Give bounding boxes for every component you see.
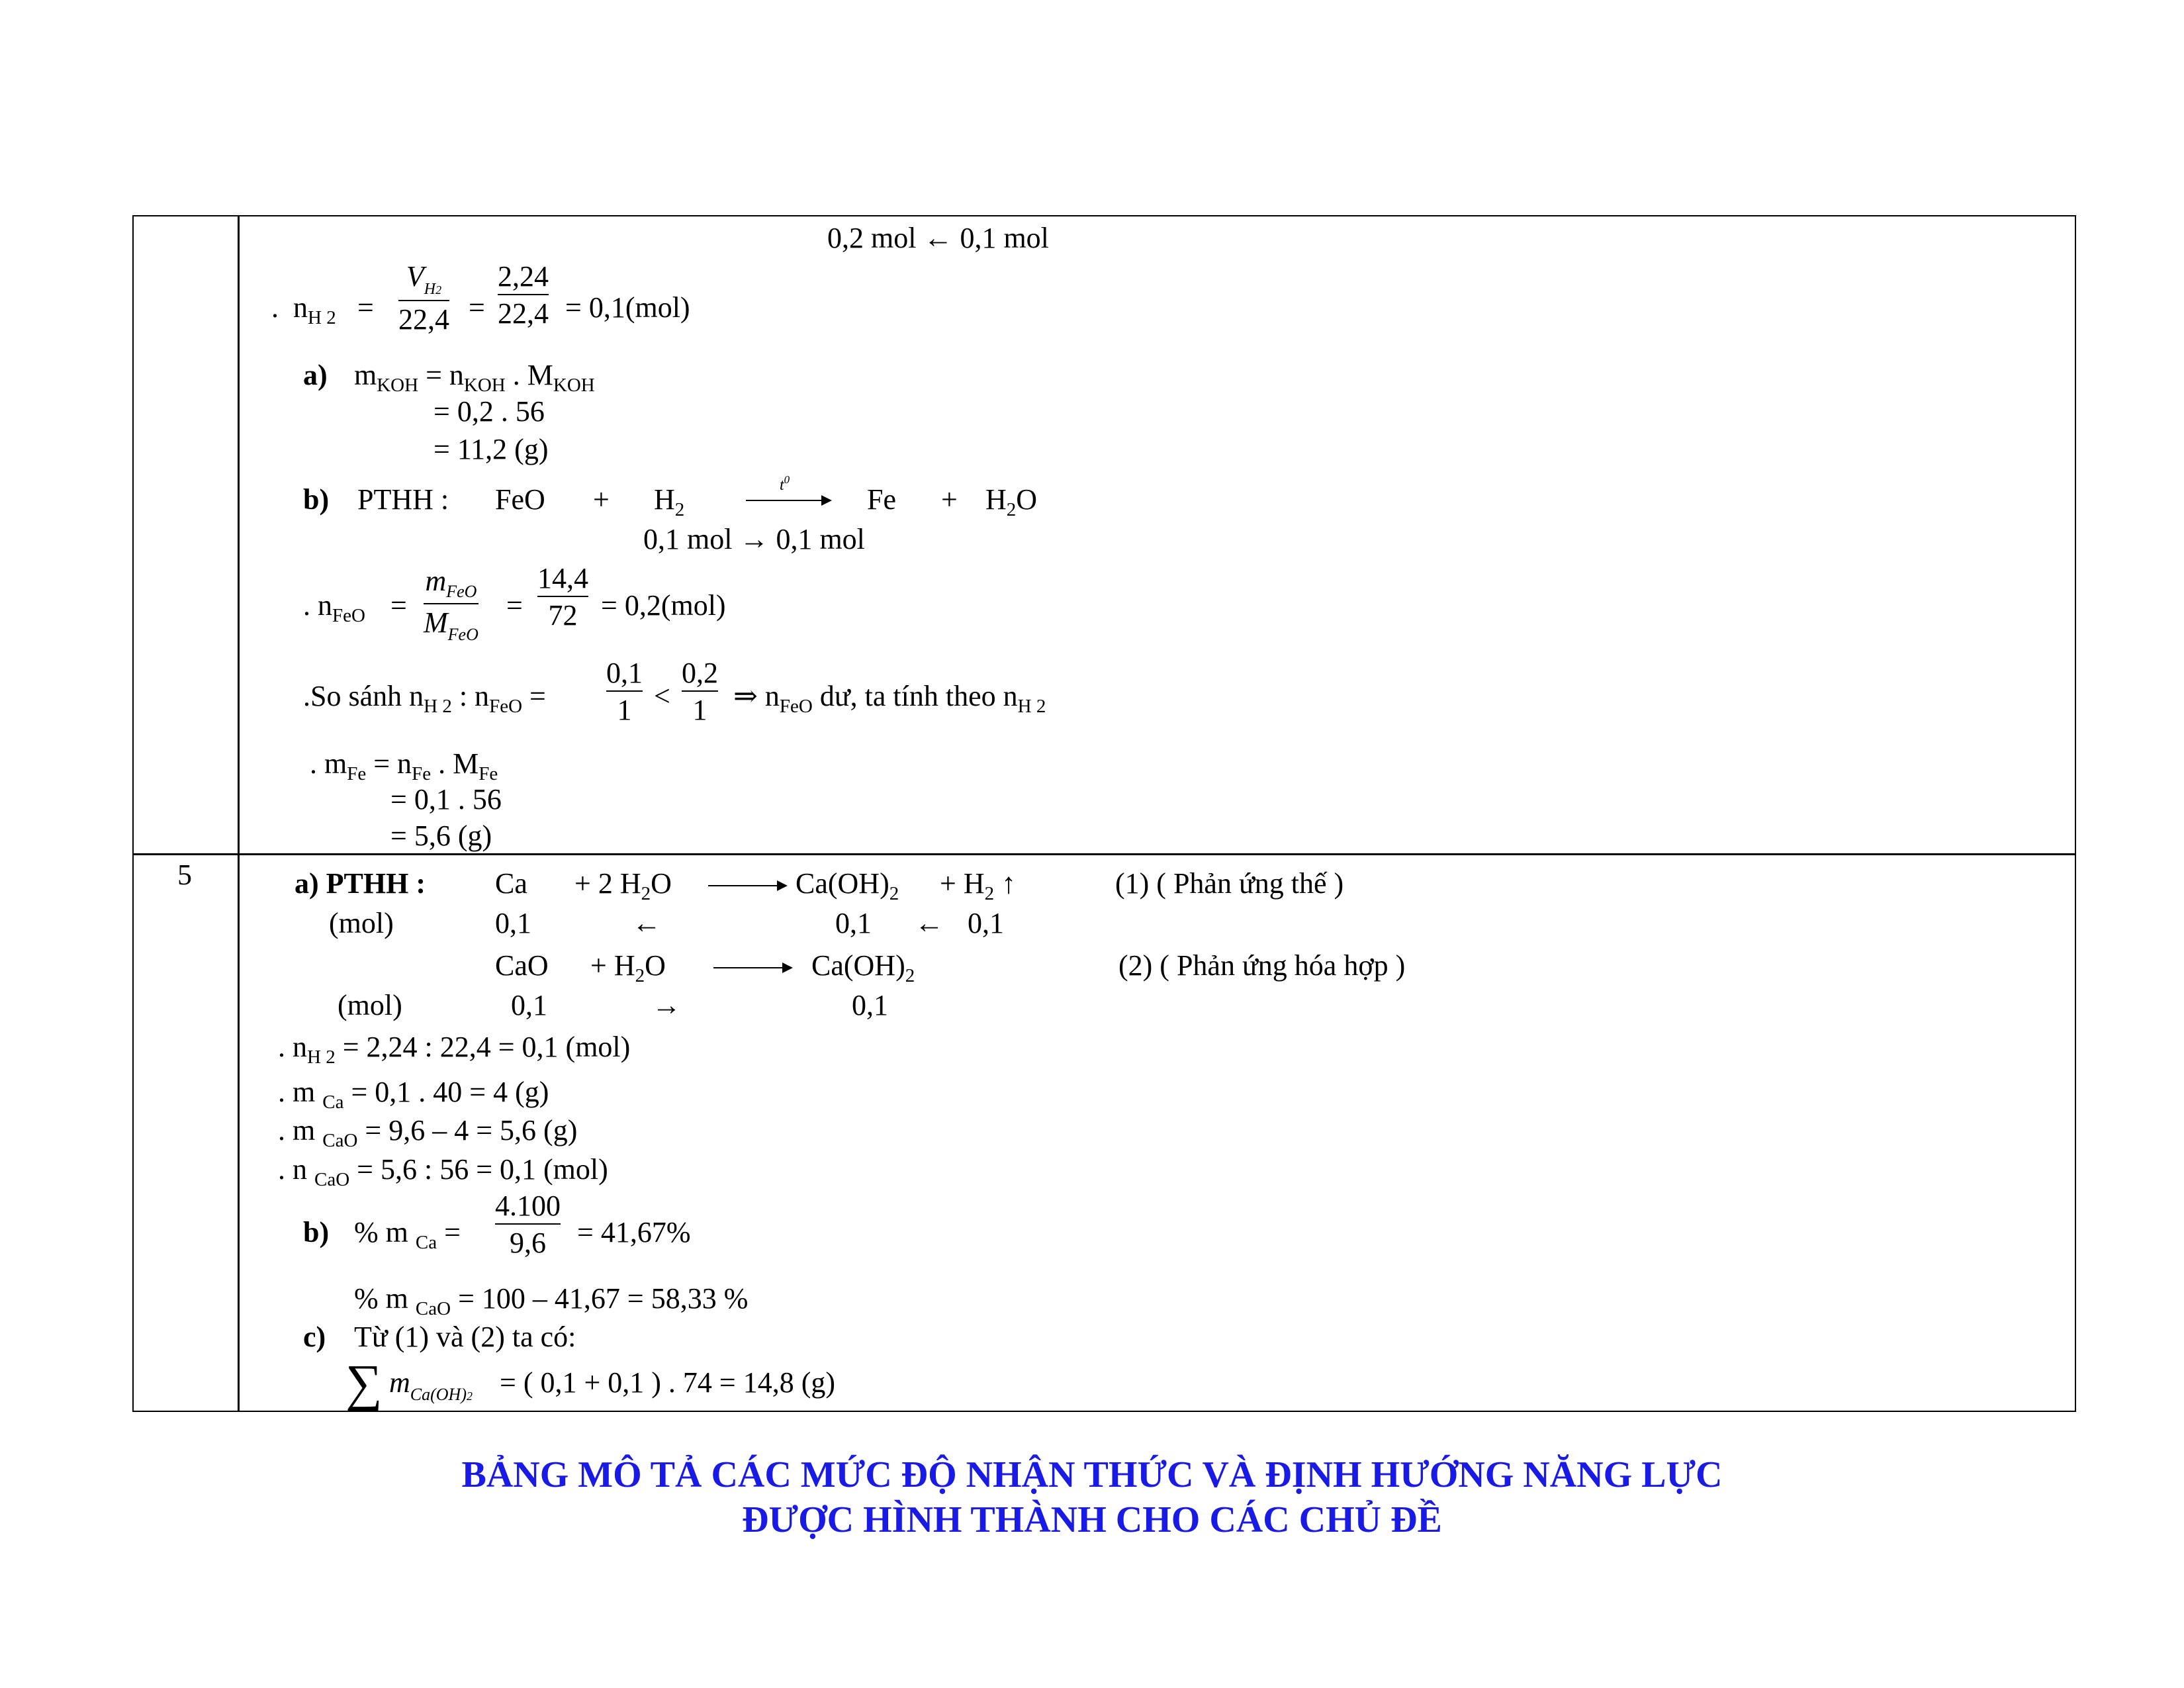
calc-ncao: . n $_{CaO}$ = 5,6 : 56 = 0,1 (mol) <box>278 1153 608 1190</box>
pthh-label-5: a) PTHH : <box>295 867 426 900</box>
percent-cao-line: % m $_{CaO}$ = 100 – 41,67 = 58,33 % <box>354 1282 749 1319</box>
feo-formula: FeO <box>495 483 545 516</box>
part-c-text: Từ (1) và (2) ta có: <box>354 1321 576 1353</box>
part-b-label-5: b) <box>303 1216 330 1248</box>
column-divider <box>238 216 240 1411</box>
fraction-144: 14,4 72 <box>537 562 588 632</box>
fraction-02: 0,2 1 <box>682 657 718 726</box>
nfeo-result: = 0,2(mol) <box>601 589 726 622</box>
nh2-label: . $n_{H 2}$ <box>271 291 336 328</box>
calc-nh2: . $n_{H 2} = 2,24$ : 22,4 = 0,1 (mol) <box>278 1031 631 1068</box>
pthh-label: PTHH : <box>357 483 449 516</box>
h2-product: + $H_2$ ↑ <box>940 867 1017 904</box>
h2o-reactant: + 2 $H_2O$ <box>574 867 672 904</box>
h2o-reactant-2: + $H_2O$ <box>590 949 666 986</box>
section-heading-line1: BẢNG MÔ TẢ CÁC MỨC ĐỘ NHẬN THỨC VÀ ĐỊNH HƯỚNG NĂNG LỰC <box>461 1454 1723 1495</box>
mol-line-b: 0,1 mol → 0,1 mol <box>643 523 865 555</box>
reaction2-note: (2) ( Phản ứng hóa hợp ) <box>1118 949 1406 982</box>
part-a-label: a) <box>303 359 328 391</box>
percent-ca-label: % m $_{Ca}$ = <box>354 1216 461 1253</box>
mkoh-line: $m_{KOH} = n_{KOH}$ . $M_{KOH}$ <box>354 359 595 396</box>
mfe-line2: = 0,1 . 56 <box>390 783 502 816</box>
mol-ratio-line: 0,2 mol ← 0,1 mol <box>827 222 1049 254</box>
nfeo-label: . $n_{FeO}$ <box>303 589 365 626</box>
compare-line: .So sánh $n_{H 2}$ : $n_{FeO}$ = <box>303 680 546 717</box>
fraction-224: 2,24 22,4 <box>498 260 549 330</box>
part-c-label: c) <box>303 1321 326 1353</box>
mkoh-line2: = 0,2 . 56 <box>433 395 545 428</box>
fraction-mfeo: $m_{FeO}$ $M_{FeO}$ <box>424 565 478 644</box>
h2o-formula: $H_2O$ <box>985 483 1038 520</box>
reaction-arrow-1 <box>708 885 786 886</box>
equals-sign: = <box>357 291 374 324</box>
caoh2-product: $Ca(OH)_2$ <box>796 867 899 904</box>
reaction-arrow <box>746 500 831 501</box>
reaction1-note: (1) ( Phản ứng thế ) <box>1115 867 1344 900</box>
reaction-arrow-2 <box>713 967 792 968</box>
h2-formula: $H_2$ <box>654 483 685 520</box>
fraction-4100: 4.100 9,6 <box>495 1190 561 1259</box>
nh2-result: = 0,1(mol) <box>565 291 690 324</box>
caoh2-product-2: $Ca(OH)_2$ <box>811 949 915 986</box>
row-divider <box>134 853 2075 855</box>
mkoh-line3: = 11,2 (g) <box>433 433 549 465</box>
ca-formula: Ca <box>495 867 527 900</box>
calc-mcao: . m $_{CaO}$ = 9,6 – 4 = 5,6 (g) <box>278 1114 578 1151</box>
part-b-label: b) <box>303 483 330 516</box>
mfe-line3: = 5,6 (g) <box>390 820 492 852</box>
percent-ca-result: = 41,67% <box>577 1216 691 1248</box>
compare-conclusion: ⇒ $n_{FeO}$ dư, ta tính theo $n_{H 2}$ <box>733 680 1046 717</box>
section-heading-line2: ĐƯỢC HÌNH THÀNH CHO CÁC CHỦ ĐỀ <box>742 1499 1442 1540</box>
mfe-line1: . $m_{Fe} = n_{Fe}$ . $M_{Fe}$ <box>310 747 498 784</box>
sum-result: = ( 0,1 + 0,1 ) . 74 = 14,8 (g) <box>500 1366 836 1399</box>
fraction-vh2: $V_{H2}$ 22,4 <box>398 260 449 336</box>
temperature-condition: $t^0$ <box>780 473 790 494</box>
fraction-01: 0,1 1 <box>606 657 643 726</box>
cao-formula: CaO <box>495 949 549 982</box>
sum-term: $m_{Ca(OH)2}$ <box>389 1366 473 1404</box>
sum-symbol: ∑ <box>345 1354 383 1411</box>
fe-formula: Fe <box>867 483 896 516</box>
question-number: 5 <box>177 859 192 891</box>
calc-mca: . m $_{Ca}$ = 0,1 . 40 = 4 (g) <box>278 1076 549 1113</box>
